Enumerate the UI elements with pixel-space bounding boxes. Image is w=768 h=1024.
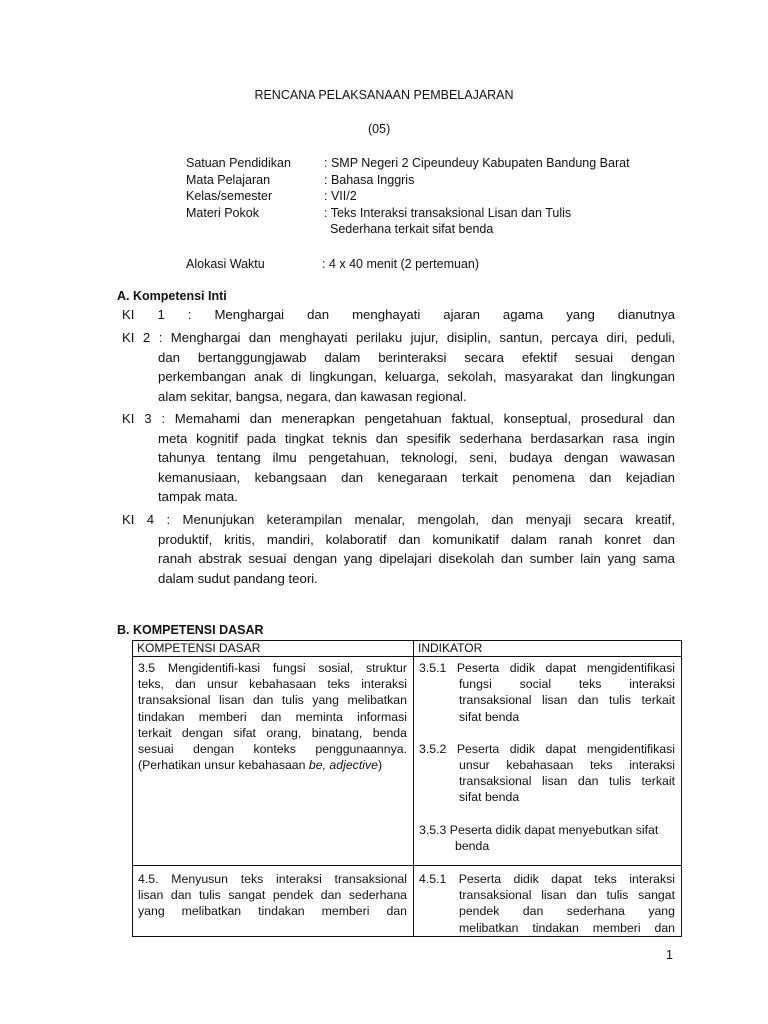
kd1-line: sesuai dengan konteks penggunaannya. [138, 742, 407, 757]
ki4-line-2: produktif, kritis, mandiri, kolaboratif dan komunikatif dalam ranah konret dan [158, 531, 675, 547]
indicator-4-5-1: 4.5.1 Peserta didik dapat teks interaksi [419, 872, 675, 886]
ki2-line-3: perkembangan anak di lingkungan, keluarga, sekolah, masyarakat dan lingkungan [158, 369, 675, 385]
competency-table [132, 640, 682, 937]
header-kompetensi-dasar: KOMPETENSI DASAR [133, 641, 414, 657]
ki3-line-4: kemanusiaan, kebangsaan dan kenegaraan terkait penomena dan kejadian [158, 469, 675, 485]
kd1-line: 3.5 Mengidentifi-kasi fungsi sosial, struktur [138, 661, 407, 675]
kd1-line: teks, dan unsur kebahasaan teks interaksi [138, 677, 407, 692]
class-label: Kelas/semester [186, 189, 273, 203]
indicator-3-5-3: 3.5.3 Peserta didik dapat menyebutkan sifat [419, 822, 659, 837]
time-label: Alokasi Waktu [186, 257, 265, 271]
class-value: : VII/2 [324, 189, 357, 203]
topic-value-2: Sederhana terkait sifat benda [330, 222, 494, 236]
ki3-line-2: meta kognitif pada tingkat teknis dan spesifik sederhana berdasarkan rasa ingin [158, 430, 675, 446]
subject-label: Mata Pelajaran [186, 172, 271, 187]
ki1-text: KI 1 : Menghargai dan menghayati ajaran agama yang dianutnya [122, 307, 675, 322]
topic-label: Materi Pokok [186, 205, 259, 220]
time-value: : 4 x 40 menit (2 pertemuan) [322, 257, 480, 271]
document-number: (05) [368, 122, 391, 136]
section-b-title: B. KOMPETENSI DASAR [117, 623, 264, 637]
school-value: : SMP Negeri 2 Cipeundeuy Kabupaten Bandung Barat [324, 156, 630, 170]
school-label: Satuan Pendidikan [186, 156, 291, 170]
kd1-line: terkait dengan sifat orang, binatang, benda [138, 725, 407, 740]
ki2-line-4: alam sekitar, bangsa, negara, dan kawasan regional. [158, 388, 467, 404]
ki1 [122, 305, 675, 325]
table-row [133, 657, 682, 866]
ki4-line-3: ranah abstrak sesuai dengan yang dipelajari disekolah dan sumber lain yang sama [158, 551, 675, 567]
ki4-line-4: dalam sudut pandang teori. [158, 570, 318, 586]
ki3-line-5: tampak mata. [158, 489, 238, 505]
table-row [133, 866, 682, 937]
ki3 [122, 409, 675, 507]
header-indikator: INDIKATOR [414, 641, 682, 657]
kd-cell-4-5: 4.5. Menyusun teks interaksi transaksional lisan dan tulis sangat pendek dan sederhana yang melibatkan tindakan memberi dan [133, 866, 414, 937]
ki4 [122, 510, 675, 588]
ki3-line-3: tahunya tentang ilmu pengetahuan, teknologi, seni, budaya dengan wawasan [158, 450, 675, 466]
page-number: 1 [666, 948, 673, 962]
kd-cell-3-5 [133, 657, 414, 866]
ki4-line-1: KI 4 : Menunjukan keterampilan menalar, mengolah, dan menyaji secara kreatif, [122, 512, 675, 527]
indicator-cell-4-5: 4.5.1 Peserta didik dapat teks interaksi transaksional lisan dan tulis sangat pendek dan sederhana yang melibatkan tindakan memberi dan [414, 866, 682, 937]
topic-value-1: : Teks Interaksi transaksional Lisan dan Tulis [324, 205, 572, 220]
document-title: RENCANA PELAKSANAAN PEMBELAJARAN [254, 88, 514, 102]
section-a-title: A. Kompetensi Inti [117, 289, 227, 303]
kd1-line: tindakan memberi dan meminta informasi [138, 709, 407, 724]
ki2-line-2: dan bertanggungjawab dalam berinteraksi secara efektif sesuai dengan [158, 349, 675, 365]
ki3-line-1: KI 3 : Memahami dan menerapkan pengetahuan faktual, konseptual, prosedural dan [122, 411, 675, 426]
indicator-cell-3-5: 3.5.1 Peserta didik dapat mengidentifikasi fungsi social teks interaksi transaksional lisan dan tulis terkait sifat benda 3.5.2 Peserta didik dapat mengidentifikasi unsur kebahasaan teks interaksi transaksional lisan dan tulis terkait sifat benda 3.5.3 Peserta didik dapat menyebutkan sifat benda [414, 657, 682, 866]
ki2 [122, 328, 675, 406]
kd1-note: (Perhatikan unsur kebahasaan be, adjective) [138, 758, 383, 773]
kd1-line: transaksional lisan dan tulis yang melibatkan [138, 693, 407, 708]
indicator-3-5-1: 3.5.1 Peserta didik dapat mengidentifikasi [419, 661, 675, 675]
ki2-line-1: KI 2 : Menghargai dan menghayati perilaku jujur, disiplin, santun, percaya diri, peduli, [122, 330, 675, 345]
subject-value: : Bahasa Inggris [324, 172, 415, 187]
indicator-3-5-2: 3.5.2 Peserta didik dapat mengidentifikasi [419, 741, 675, 756]
table-header-row [133, 641, 682, 657]
